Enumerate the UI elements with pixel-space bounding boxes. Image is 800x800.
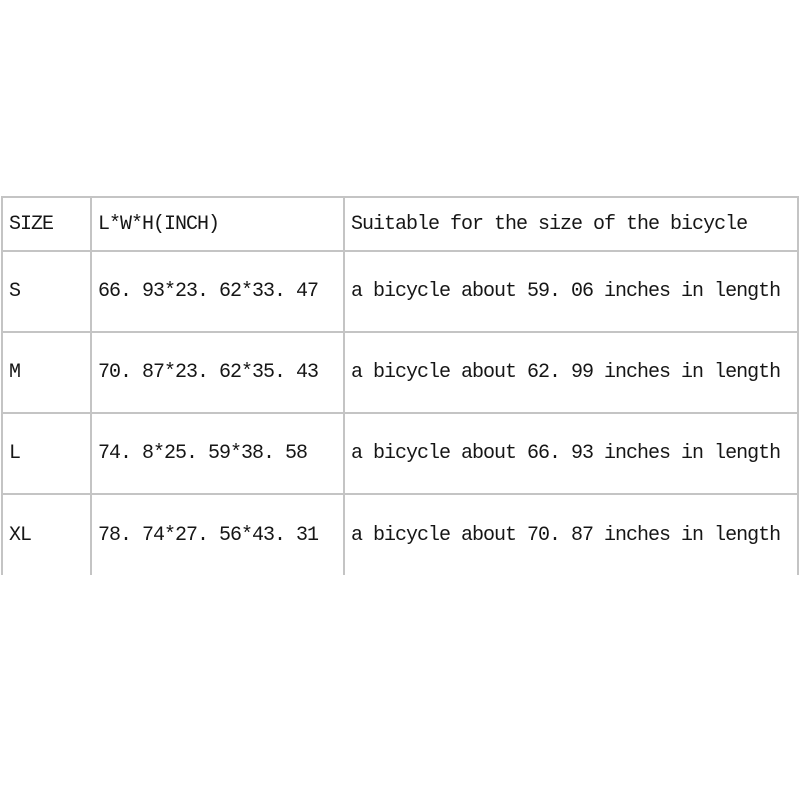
table-row (2, 251, 798, 332)
cell-size: L (2, 413, 91, 494)
cell-suitability: a bicycle about 66. 93 inches in length (344, 413, 798, 494)
table-row (2, 332, 798, 413)
cell-dimensions: 74. 8*25. 59*38. 58 (91, 413, 344, 494)
column-header-dimensions: L*W*H(INCH) (91, 197, 344, 251)
table-row (2, 413, 798, 494)
column-header-suitability: Suitable for the size of the bicycle (344, 197, 798, 251)
cell-size: M (2, 332, 91, 413)
cell-size: XL (2, 494, 91, 575)
cell-size: S (2, 251, 91, 332)
cell-suitability: a bicycle about 70. 87 inches in length (344, 494, 798, 575)
table-header-row (2, 197, 798, 251)
column-header-size: SIZE (2, 197, 91, 251)
cell-dimensions: 66. 93*23. 62*33. 47 (91, 251, 344, 332)
cell-suitability: a bicycle about 62. 99 inches in length (344, 332, 798, 413)
cell-dimensions: 78. 74*27. 56*43. 31 (91, 494, 344, 575)
table-row (2, 494, 798, 575)
cell-dimensions: 70. 87*23. 62*35. 43 (91, 332, 344, 413)
size-chart-table (1, 196, 799, 575)
cell-suitability: a bicycle about 59. 06 inches in length (344, 251, 798, 332)
